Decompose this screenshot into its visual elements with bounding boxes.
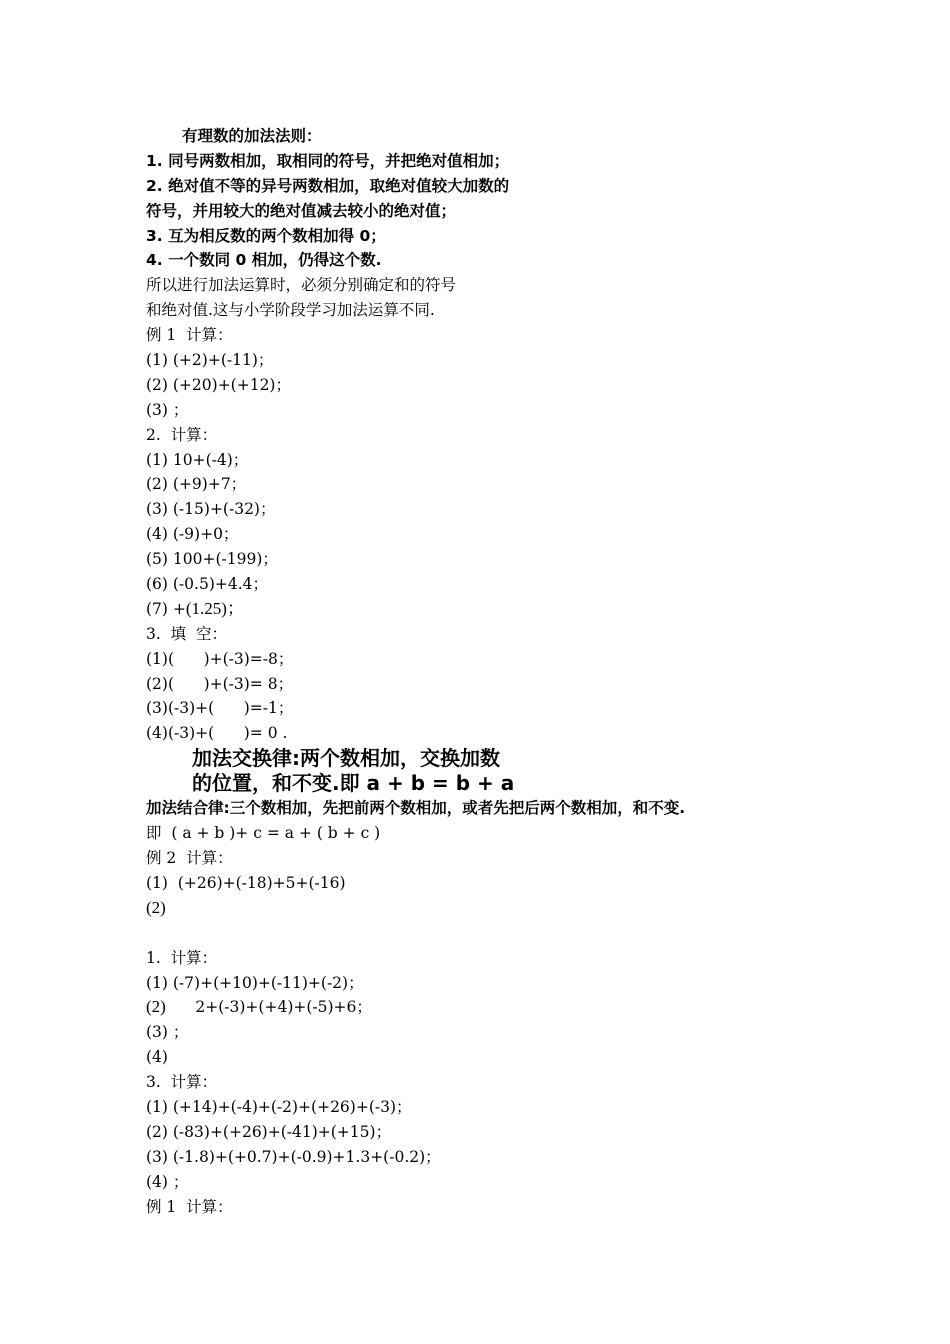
- example1-heading: 例 1 计算：: [146, 326, 233, 345]
- exercise2-item: (3) (-15)+(-32)；: [146, 500, 276, 519]
- rule-item: 4. 一个数同 0 相加，仍得这个数.: [146, 251, 382, 270]
- exercise2-item: (6) (-0.5)+4.4；: [146, 575, 269, 594]
- exercise2-item: (2) (+9)+7；: [146, 475, 247, 494]
- example1-item: (3) ；: [146, 400, 189, 419]
- exercise1b-item: (4): [146, 1048, 168, 1067]
- exercise1b-item-2: [146, 995, 846, 1020]
- example1-item: (2) (+20)+(+12)；: [146, 375, 291, 394]
- item2-prefix: (2): [146, 997, 166, 1017]
- item7-prefix: (7) +: [146, 599, 186, 618]
- blank-line: [146, 921, 846, 946]
- associative-law-line2: 即 ( a + b )+ c = a + ( b + c ): [146, 824, 381, 843]
- exercise3b-heading: 3. 计算：: [146, 1073, 218, 1092]
- exercise3-heading: 3. 填 空：: [146, 624, 227, 643]
- example2-heading: 例 2 计算：: [146, 849, 233, 868]
- item2-value: 2+(-3)+(+4)+(-5)+6；: [195, 998, 372, 1017]
- exercise2-item-7: [146, 597, 846, 622]
- example1-item: (1) (+2)+(-11)；: [146, 351, 274, 370]
- exercise3-item: (3)(-3)+( )=-1；: [146, 699, 294, 718]
- exercise3-item: (4)(-3)+( )= 0 .: [146, 724, 288, 743]
- exercise3b-item: (1) (+14)+(-4)+(-2)+(+26)+(-3)；: [146, 1097, 412, 1116]
- rule-item: 2. 绝对值不等的异号两数相加，取绝对值较大加数的: [146, 176, 510, 195]
- exercise3b-item: (4) ；: [146, 1172, 189, 1191]
- commutative-law-line2: 的位置，和不变.即 a + b = b + a: [192, 771, 515, 796]
- exercise1b-heading: 1. 计算：: [146, 948, 218, 967]
- example2-item: (2): [146, 897, 166, 917]
- example1b-heading: 例 1 计算：: [146, 1197, 233, 1216]
- commutative-law-line1: 加法交换律:两个数相加，交换加数: [192, 746, 500, 771]
- exercise2-heading: 2. 计算：: [146, 425, 218, 444]
- exercise2-item: (5) 100+(-199)；: [146, 550, 278, 569]
- item7-value: (1.25)；: [185, 598, 244, 618]
- rules-note: 和绝对值.这与小学阶段学习加法运算不同.: [146, 301, 435, 320]
- exercise3b-item: (3) (-1.8)+(+0.7)+(-0.9)+1.3+(-0.2)；: [146, 1147, 441, 1166]
- exercise1b-item: (1) (-7)+(+10)+(-11)+(-2)；: [146, 973, 364, 992]
- exercise2-item: (4) (-9)+0；: [146, 525, 239, 544]
- document-page: [146, 124, 846, 1219]
- rule-item: 3. 互为相反数的两个数相加得 0；: [146, 226, 386, 245]
- exercise2-item: (1) 10+(-4)；: [146, 450, 249, 469]
- exercise1b-item: (3) ；: [146, 1023, 189, 1042]
- rules-note: 所以进行加法运算时，必须分别确定和的符号: [146, 276, 457, 295]
- exercise3-item: (2)( )+(-3)= 8；: [146, 674, 294, 693]
- associative-law-line1: 加法结合律:三个数相加，先把前两个数相加，或者先把后两个数相加，和不变.: [146, 799, 686, 818]
- exercise3b-item: (2) (-83)+(+26)+(-41)+(+15)；: [146, 1122, 392, 1141]
- example2-item: (1) (+26)+(-18)+5+(-16): [146, 873, 346, 892]
- rules-title: 有理数的加法法则：: [182, 127, 322, 145]
- rule-item: 1. 同号两数相加，取相同的符号，并把绝对值相加；: [146, 151, 510, 170]
- rule-item: 符号，并用较大的绝对值减去较小的绝对值；: [146, 201, 457, 220]
- exercise3-item: (1)( )+(-3)=-8；: [146, 649, 294, 668]
